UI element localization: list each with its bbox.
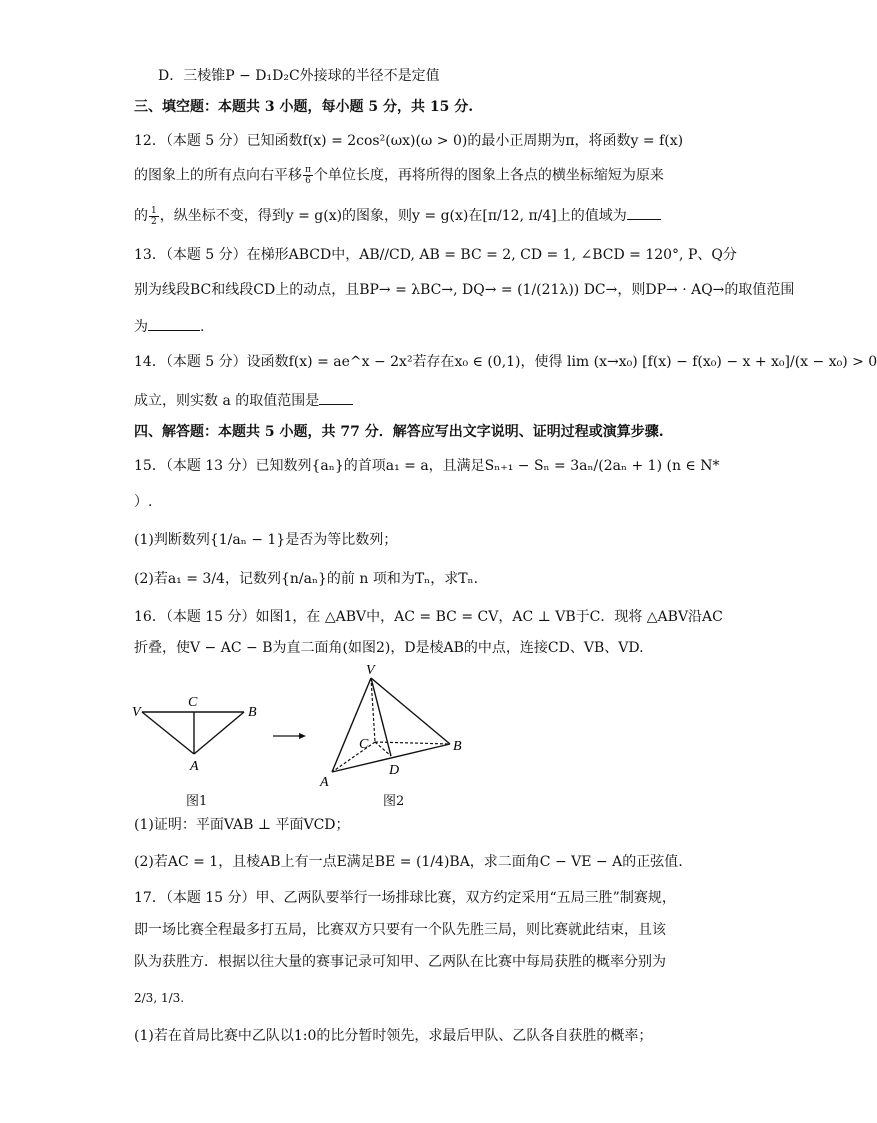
q12-interval: [π/12, π/4] xyxy=(482,208,557,224)
q16-part1: (1)证明：平面VAB ⊥ 平面VCD； xyxy=(134,817,350,833)
q14-line1: 14．（本题 5 分）设函数f(x) = ae^x − 2x²若存在x₀ ∈ (0,1)，使得 lim (x→x₀) [f(x) − f(x₀) − x + x₀]/(x − x₀) > 0 xyxy=(134,354,877,370)
figure2-tetrahedron xyxy=(319,663,462,790)
q15-line1: 15．（本题 13 分）已知数列{aₙ}的首项a₁ = a，且满足Sₙ₊₁ − Sₙ = 3aₙ/(2aₙ + 1) (n ∈ N* xyxy=(134,458,720,474)
q15-line1-tail: ）. xyxy=(134,494,153,510)
q17-line4: 2/3, 1/3. xyxy=(134,991,185,1005)
figure1-triangle xyxy=(132,695,257,774)
q16-figure-svg xyxy=(130,663,480,808)
q12-shift-fraction: $\frac{\pi}{6}$ xyxy=(305,165,311,186)
q13-line3: 为 . xyxy=(134,316,204,337)
q13-line2: 别为线段BC和线段CD上的动点，且BP→ = λBC→, DQ→ = (1/(21λ)) DC→，则DP→ · AQ→的取值范围 xyxy=(134,282,795,298)
q12-line2-b: 个单位长度，再将所得的图象上各点的横坐标缩短为原来 xyxy=(313,167,664,184)
q12-answer-blank[interactable] xyxy=(627,205,661,220)
fig1-caption: 图1 xyxy=(186,794,208,809)
q16-line1: 16．（本题 15 分）如图1，在 △ABV中，AC = BC = CV，AC ⊥ VB于C．现将 △ABV沿AC xyxy=(134,609,723,625)
q17-line3: 队为获胜方．根据以往大量的赛事记录可知甲、乙两队在比赛中每局获胜的概率分别为 xyxy=(134,954,666,970)
q13-answer-blank[interactable] xyxy=(148,316,200,331)
q12-line3-c: 上的值域为 xyxy=(556,208,627,224)
q12-line3-a: 的 xyxy=(134,208,148,224)
fig2-label-c: C xyxy=(359,737,369,752)
fig2-label-v: V xyxy=(366,663,375,678)
fig1-label-a: A xyxy=(190,759,199,774)
q14-answer-blank[interactable] xyxy=(319,390,353,405)
q14-line2-text: 成立，则实数 a 的取值范围是 xyxy=(134,393,320,409)
section4-header: 四、解答题：本题共 5 小题，共 77 分．解答应写出文字说明、证明过程或演算步骤. xyxy=(134,424,664,440)
q12-line3 xyxy=(134,205,661,227)
q16-line2: 折叠，使V − AC − B为直二面角(如图2)，D是棱AB的中点，连接CD、VB、VD. xyxy=(134,640,644,656)
q11-option-d: D．三棱锥P − D₁D₂C外接球的半径不是定值 xyxy=(158,68,440,84)
fig2-caption: 图2 xyxy=(383,794,405,809)
q17-line2: 即一场比赛全程最多打五局，比赛双方只要有一个队先胜三局，则比赛就此结束，且该 xyxy=(134,922,666,938)
q15-part2: (2)若a₁ = 3/4，记数列{n/aₙ}的前 n 项和为Tₙ，求Tₙ. xyxy=(134,571,479,587)
fig1-label-b: B xyxy=(248,705,257,720)
q12-scale-fraction: $\frac{1}{2}$ xyxy=(151,205,157,227)
fig1-label-c: C xyxy=(188,695,198,710)
q12-line1: 12．（本题 5 分）已知函数f(x) = 2cos²(ωx)(ω > 0)的最小正周期为π，将函数y = f(x) xyxy=(134,133,684,149)
fig2-label-b: B xyxy=(453,739,462,754)
section3-header: 三、填空题：本题共 3 小题，每小题 5 分，共 15 分. xyxy=(134,99,474,115)
arrow-icon xyxy=(273,733,306,739)
q12-line2 xyxy=(134,165,664,186)
q13-line1: 13．（本题 5 分）在梯形ABCD中，AB//CD, AB = BC = 2, CD = 1, ∠BCD = 120°, P、Q分 xyxy=(134,247,737,263)
q17-line1: 17．（本题 15 分）甲、乙两队要举行一场排球比赛，双方约定采用“五局三胜”制赛规， xyxy=(134,890,676,906)
q17-part1: (1)若在首局比赛中乙队以1:0的比分暂时领先，求最后甲队、乙队各自获胜的概率； xyxy=(134,1028,653,1044)
q15-part1: (1)判断数列{1/aₙ − 1}是否为等比数列； xyxy=(134,532,398,548)
q16-figures xyxy=(130,663,480,812)
q16-part2: (2)若AC = 1，且棱AB上有一点E满足BE = (1/4)BA，求二面角C − VE − A的正弦值. xyxy=(134,854,683,870)
q12-line2-a: 的图象上的所有点向右平移 xyxy=(134,167,302,184)
fig2-label-a: A xyxy=(320,775,329,790)
fig1-label-v: V xyxy=(132,705,141,720)
q14-line2 xyxy=(134,390,353,411)
q13-line3-text: 为 xyxy=(134,319,148,335)
fig2-label-d: D xyxy=(389,763,400,778)
q12-line3-b: ，纵坐标不变，得到y = g(x)的图象，则y = g(x)在 xyxy=(159,208,483,224)
